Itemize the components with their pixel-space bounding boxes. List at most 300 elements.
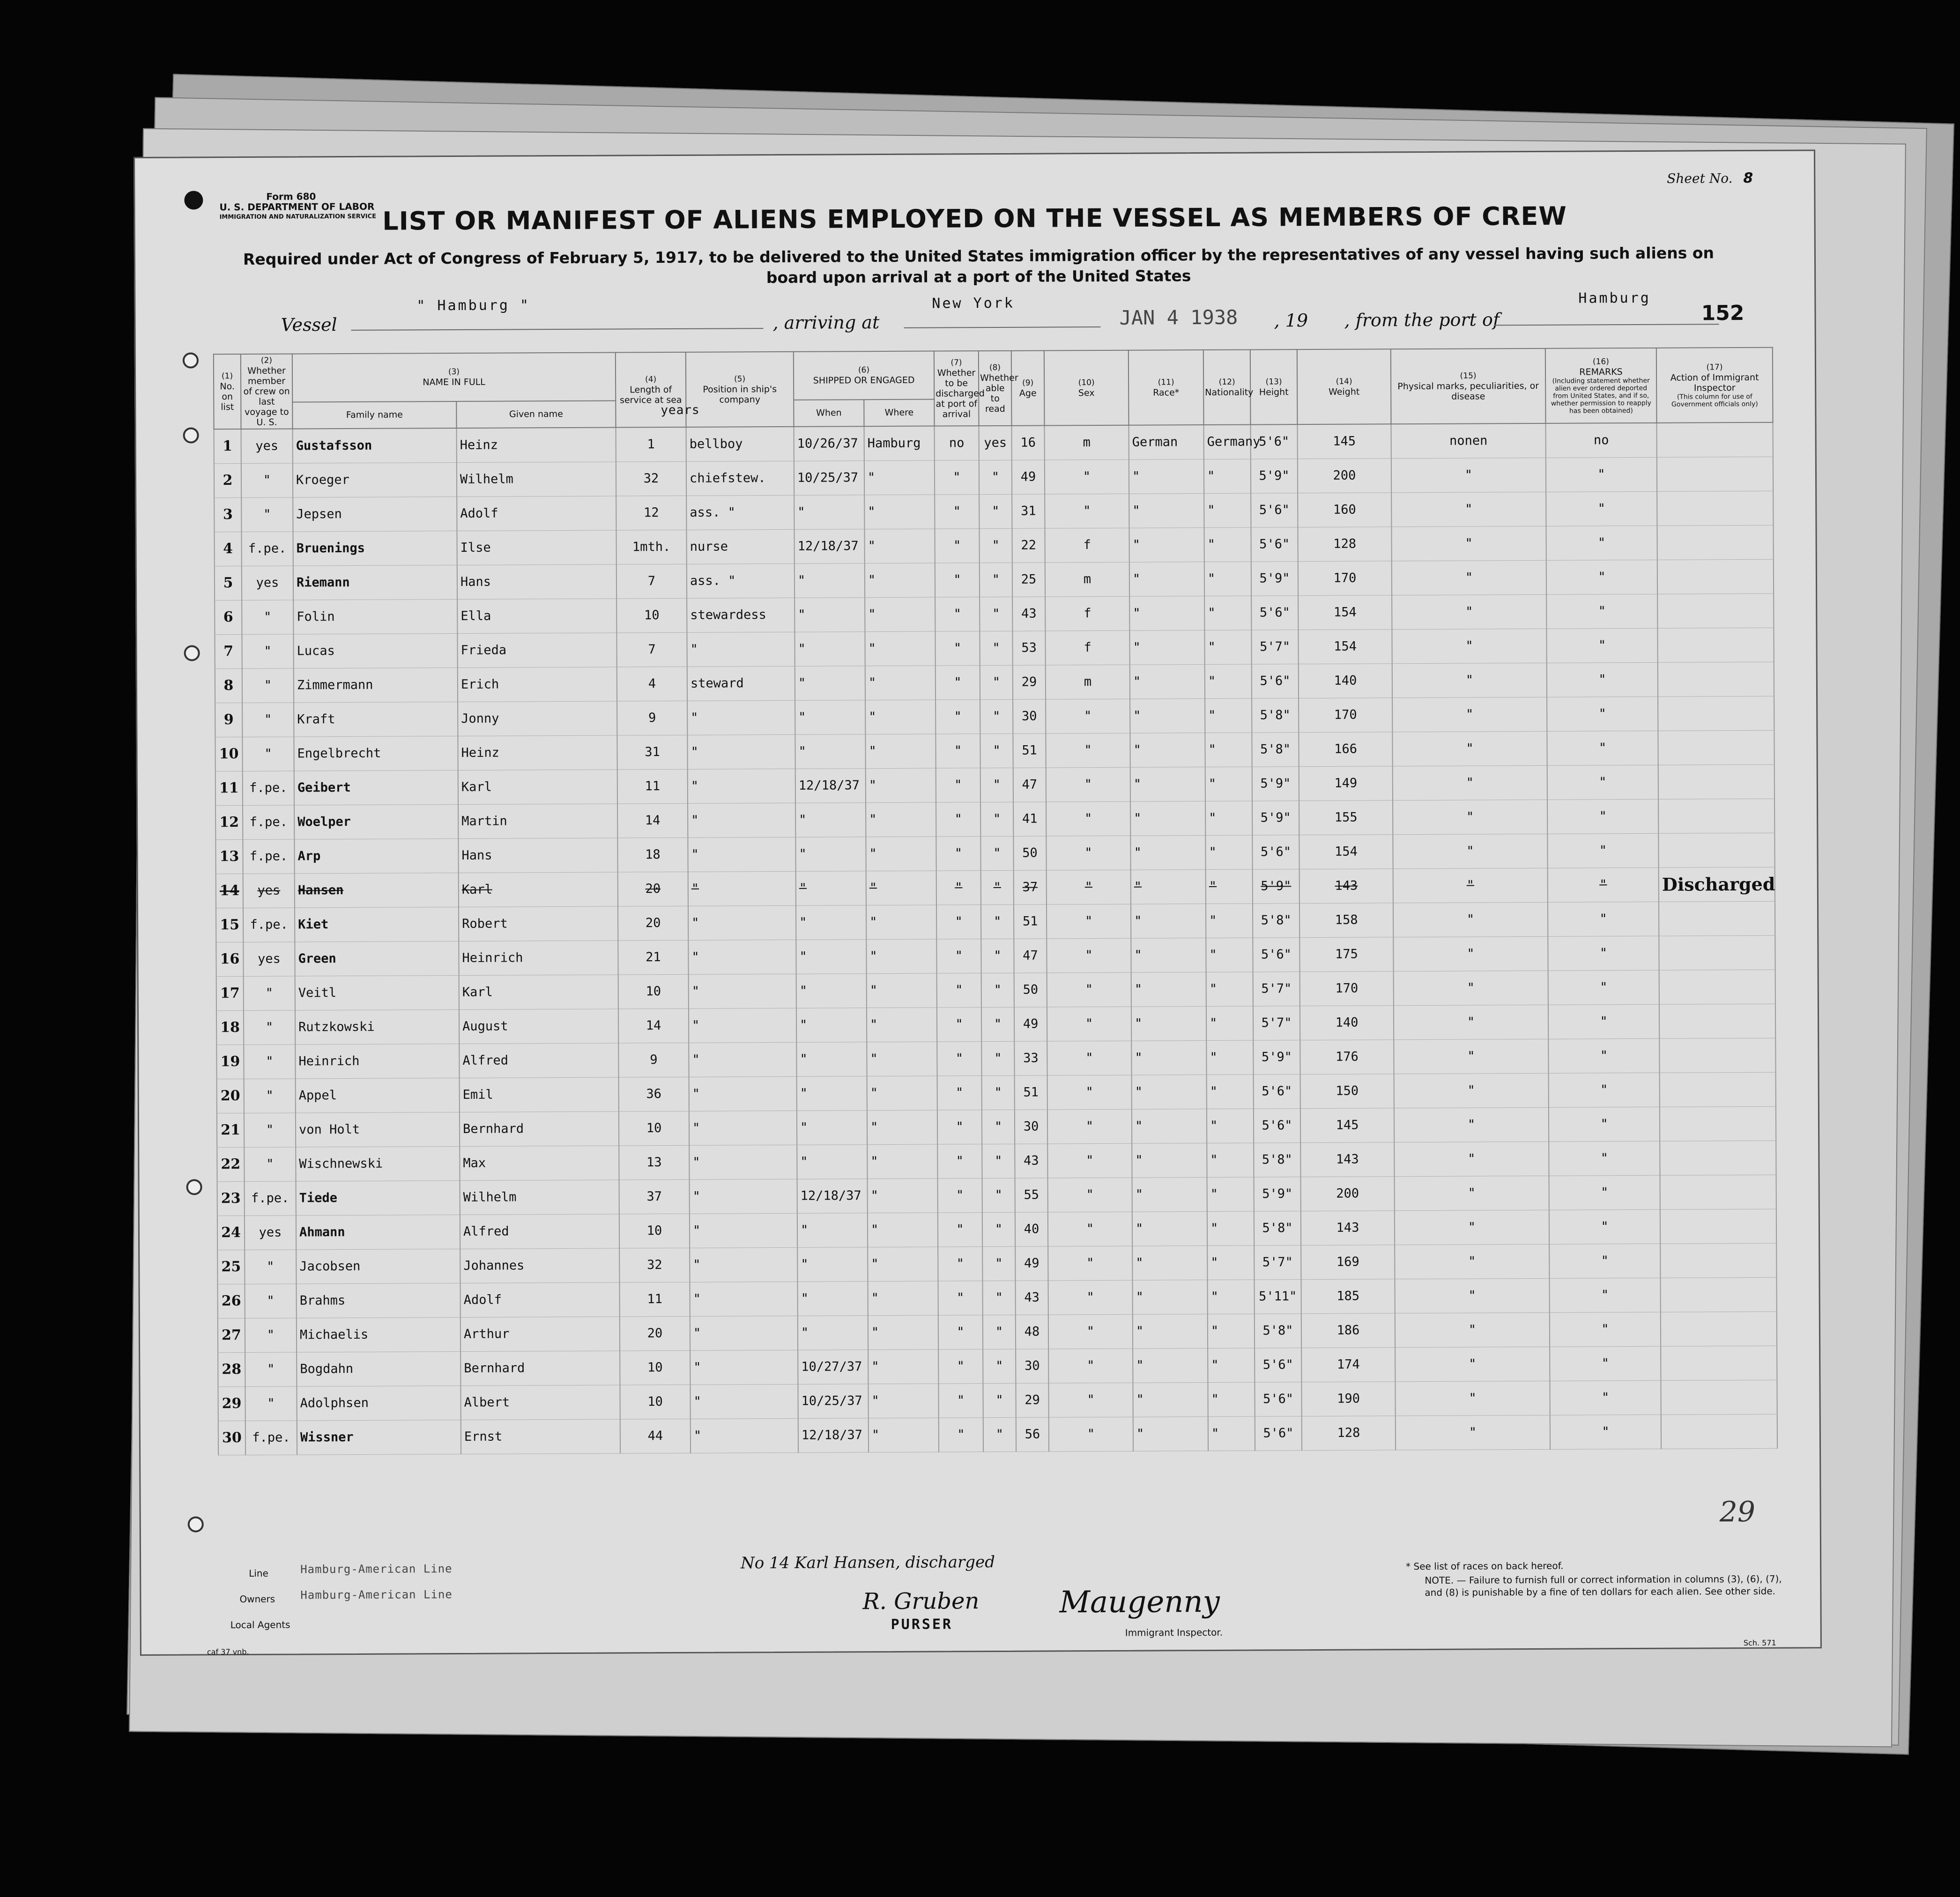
cell-service: 1mth. (616, 530, 687, 564)
cell-crew: yes (245, 1215, 296, 1250)
cell-crew: f.pe. (245, 1421, 297, 1455)
cell-marks: " (1395, 1347, 1550, 1381)
cell-race: " (1131, 1006, 1206, 1041)
cell-where: " (865, 700, 935, 734)
cell-given: Albert (460, 1385, 620, 1419)
cell-crew: f.pe. (241, 532, 293, 566)
cell-position: " (690, 1282, 798, 1316)
cell-no: 12 (215, 805, 243, 839)
cell-remarks: " (1546, 628, 1657, 663)
cell-where: " (865, 631, 935, 666)
cell-where: Hamburg (864, 426, 935, 461)
cell-age: 33 (1014, 1041, 1047, 1075)
cell-family: Engelbrecht (294, 736, 458, 771)
cell-race: " (1131, 972, 1206, 1007)
cell-nationality: " (1204, 527, 1251, 562)
cell-position: " (689, 1008, 796, 1043)
cell-nationality: " (1208, 1348, 1255, 1382)
cell-discharge: " (939, 1417, 983, 1452)
cell-where: " (868, 1281, 938, 1316)
cell-read: " (982, 1110, 1015, 1144)
cell-given: Arthur (460, 1316, 620, 1351)
cell-nationality: " (1207, 1143, 1254, 1177)
cell-no: 18 (216, 1010, 244, 1045)
cell-height: 5'6" (1255, 1416, 1302, 1450)
cell-weight: 140 (1300, 1005, 1394, 1040)
cell-sex: " (1045, 494, 1129, 528)
cell-family: Geibert (294, 770, 458, 805)
punch-hole (184, 645, 200, 661)
cell-read: " (981, 904, 1014, 939)
from-port-label: , from the port of (1344, 309, 1500, 331)
cell-sex: " (1047, 1143, 1132, 1178)
col-header-marks: (15) Physical marks, peculiarities, or disease (1391, 348, 1546, 424)
cell-no: 16 (216, 942, 243, 976)
cell-position: " (689, 974, 796, 1008)
cell-race: " (1132, 1177, 1207, 1212)
cell-race: " (1133, 1416, 1208, 1451)
cell-when: 12/18/37 (797, 1178, 868, 1213)
cell-when: " (796, 871, 866, 905)
cell-sex: " (1047, 938, 1131, 973)
cell-when: " (796, 1008, 867, 1042)
purser-label: PURSER (891, 1616, 953, 1633)
cell-discharge: " (938, 1315, 983, 1349)
cell-weight: 128 (1298, 526, 1392, 561)
cell-nationality: " (1205, 733, 1252, 767)
cell-given: Ilse (457, 530, 616, 565)
cell-position: stewardess (687, 598, 794, 632)
cell-remarks: " (1547, 799, 1658, 834)
cell-crew: f.pe. (243, 805, 294, 839)
cell-crew: yes (242, 566, 293, 600)
cell-when: " (794, 631, 865, 666)
cell-family: Tiede (296, 1180, 460, 1215)
cell-nationality: " (1208, 1280, 1255, 1314)
page-number: 152 (1701, 301, 1745, 326)
cell-race: " (1129, 596, 1204, 630)
cell-position: " (690, 1247, 797, 1282)
cell-race: " (1129, 562, 1204, 596)
cell-where: " (865, 734, 935, 769)
vessel-label: Vessel (281, 314, 337, 335)
cell-age: 47 (1014, 939, 1047, 973)
cell-weight: 128 (1302, 1415, 1396, 1450)
cell-sex: f (1045, 630, 1129, 665)
cell-family: Arp (294, 838, 458, 874)
cell-read: " (980, 597, 1012, 631)
col-header-when: When (794, 400, 864, 427)
cell-age: 51 (1015, 1075, 1047, 1110)
cell-where: " (867, 1008, 937, 1042)
cell-discharge: no (935, 426, 979, 460)
cell-discharge: " (937, 1007, 981, 1041)
cell-read: yes (979, 426, 1012, 460)
cell-sex: " (1046, 733, 1130, 768)
cell-nationality: " (1206, 938, 1253, 972)
cell-service: 44 (620, 1419, 690, 1453)
cell-where: " (866, 871, 936, 905)
cell-sex: f (1045, 528, 1129, 563)
cell-remarks: " (1547, 765, 1658, 800)
cell-action (1658, 730, 1774, 765)
cell-sex: " (1048, 1246, 1132, 1281)
cell-sex: " (1047, 1075, 1132, 1110)
cell-nationality: " (1204, 562, 1251, 596)
cell-discharge: " (937, 973, 981, 1007)
cell-no: 14 (216, 874, 243, 908)
cell-age: 29 (1013, 665, 1046, 699)
page-title: LIST OR MANIFEST OF ALIENS EMPLOYED ON THE VESSEL AS MEMBERS OF CREW (382, 201, 1567, 236)
cell-service: 14 (618, 1008, 689, 1043)
cell-marks: " (1392, 731, 1547, 766)
cell-when: " (795, 666, 865, 700)
cell-sex: m (1046, 665, 1130, 699)
cell-given: Ernst (461, 1419, 620, 1453)
cell-remarks: " (1547, 697, 1658, 731)
cell-discharge: " (935, 665, 980, 699)
cell-height: 5'8" (1252, 732, 1299, 766)
cell-service: 20 (618, 906, 688, 941)
cell-marks: " (1395, 1244, 1549, 1279)
cell-no: 11 (215, 771, 243, 805)
cell-read: " (981, 1041, 1014, 1075)
cell-age: 53 (1012, 631, 1045, 665)
cell-marks: " (1395, 1312, 1550, 1347)
cell-marks: " (1394, 1039, 1548, 1074)
cell-service: 10 (620, 1385, 690, 1419)
cell-service: 9 (617, 701, 687, 735)
cell-discharge: " (936, 768, 980, 802)
cell-action (1660, 1141, 1776, 1175)
cell-weight: 170 (1299, 697, 1392, 732)
cell-height: 5'9" (1251, 561, 1298, 595)
cell-height: 5'6" (1254, 1108, 1300, 1142)
cell-given: Karl (458, 770, 617, 804)
cell-read: " (983, 1383, 1016, 1417)
cell-weight: 155 (1299, 800, 1393, 835)
cell-where: " (868, 1213, 938, 1247)
cell-where: " (866, 905, 936, 940)
cell-read: " (980, 699, 1013, 734)
cell-age: 41 (1013, 802, 1046, 836)
cell-weight: 150 (1300, 1074, 1394, 1108)
form-number: Form 680 (266, 191, 316, 202)
cell-given: Max (460, 1145, 619, 1180)
cell-when: " (797, 1110, 867, 1145)
cell-family: Ahmann (296, 1215, 460, 1250)
cell-race: " (1129, 527, 1204, 562)
cell-race: " (1131, 904, 1206, 938)
cell-crew: " (242, 634, 293, 668)
cell-no: 15 (216, 908, 243, 942)
col-header-weight: (14) Weight (1297, 349, 1391, 424)
cell-remarks: " (1546, 560, 1657, 594)
cell-crew: yes (241, 429, 293, 463)
cell-nationality: " (1207, 1074, 1254, 1109)
cell-weight: 145 (1300, 1108, 1394, 1142)
cell-sex: " (1047, 1041, 1131, 1075)
cell-age: 56 (1016, 1417, 1049, 1452)
cell-race: " (1133, 1382, 1208, 1417)
cell-service: 20 (620, 1316, 690, 1351)
cell-where: " (865, 666, 935, 700)
cell-height: 5'6" (1252, 664, 1299, 698)
cell-given: Erich (458, 667, 617, 702)
cell-position: " (688, 769, 795, 803)
cell-height: 5'6" (1255, 1382, 1301, 1416)
cell-when: " (796, 1042, 867, 1076)
cell-where: " (865, 597, 935, 632)
cell-sex: " (1048, 1212, 1132, 1246)
cell-height: 5'7" (1253, 971, 1300, 1006)
col-header-family-name: Family name (292, 401, 456, 429)
arriving-label: , arriving at (772, 312, 880, 333)
cell-weight: 190 (1301, 1381, 1395, 1416)
cell-where: " (868, 1247, 938, 1282)
cell-action (1659, 901, 1775, 936)
races-note: * See list of races on back hereof. (1406, 1560, 1564, 1572)
cell-nationality: " (1204, 630, 1251, 664)
cell-race: " (1131, 938, 1206, 972)
cell-remarks: " (1548, 1038, 1659, 1073)
cell-remarks: " (1549, 1073, 1660, 1107)
cell-action (1657, 593, 1774, 628)
owners-label: Owners (239, 1593, 275, 1605)
cell-age: 55 (1015, 1178, 1048, 1212)
cell-family: Heinrich (295, 1044, 459, 1079)
cell-race: " (1132, 1074, 1207, 1109)
cell-read: " (979, 494, 1012, 528)
cell-crew: " (241, 497, 293, 532)
cell-sex: m (1045, 425, 1129, 460)
col-header-remarks: (16) REMARKS (Including statement whether alien ever ordered deported from United States, and if so, whether permission to reapply has been obtained) (1545, 348, 1657, 423)
cell-race: " (1130, 767, 1205, 801)
cell-position: " (688, 837, 795, 872)
cell-no: 23 (217, 1181, 245, 1215)
cell-weight: 145 (1298, 424, 1391, 459)
cell-weight: 170 (1298, 561, 1392, 595)
cell-age: 47 (1013, 768, 1046, 802)
cell-family: Jepsen (293, 496, 457, 532)
cell-where: " (864, 529, 935, 563)
cell-sex: " (1048, 1280, 1133, 1315)
cell-action (1661, 1346, 1777, 1380)
cell-given: Wilhelm (457, 462, 616, 496)
cell-marks: " (1396, 1415, 1550, 1450)
cell-remarks: " (1547, 833, 1658, 868)
cell-marks: " (1392, 629, 1546, 663)
cell-read: " (980, 734, 1013, 768)
cell-given: Bernhard (460, 1350, 620, 1385)
cell-service: 32 (619, 1248, 690, 1282)
cell-action (1661, 1380, 1777, 1415)
cell-discharge: " (935, 734, 980, 768)
cell-weight: 140 (1299, 663, 1392, 698)
cell-no: 6 (215, 600, 242, 634)
cell-remarks: " (1550, 1415, 1661, 1449)
cell-height: 5'9" (1254, 1177, 1301, 1211)
cell-age: 51 (1014, 904, 1047, 939)
cell-read: " (980, 528, 1012, 563)
cell-given: August (459, 1009, 618, 1044)
cell-given: Hans (458, 838, 617, 873)
crew-manifest-table (213, 347, 1778, 1455)
cell-service: 18 (617, 837, 688, 872)
cell-height: 5'8" (1254, 1211, 1301, 1245)
cell-family: Wissner (297, 1420, 461, 1455)
cell-crew: " (245, 1386, 297, 1421)
cell-discharge: " (935, 563, 980, 597)
cell-marks: " (1393, 868, 1548, 903)
cell-weight: 185 (1301, 1279, 1395, 1313)
cell-service: 11 (620, 1282, 690, 1317)
cell-service: 10 (618, 974, 689, 1009)
cell-crew: " (244, 1045, 295, 1079)
cell-where: " (869, 1418, 939, 1452)
cell-crew: " (244, 1147, 296, 1181)
cell-discharge: " (935, 631, 980, 665)
cell-action (1660, 1209, 1776, 1244)
cell-discharge: " (935, 528, 980, 563)
cell-remarks: " (1549, 1107, 1660, 1141)
cell-family: Kroeger (293, 462, 457, 497)
cell-family: Kraft (294, 702, 458, 737)
manifest-sheet (134, 149, 1822, 1656)
cell-given: Robert (459, 906, 618, 941)
cell-discharge: " (936, 836, 980, 870)
cell-position: " (689, 1145, 797, 1179)
cell-given: Adolf (457, 496, 616, 531)
cell-when: 12/18/37 (798, 1418, 869, 1452)
cell-remarks: " (1550, 1346, 1661, 1381)
cell-height: 5'7" (1253, 1006, 1300, 1040)
cell-family: Woelper (294, 804, 458, 839)
cell-read: " (979, 460, 1012, 494)
cell-nationality: " (1206, 904, 1253, 938)
cell-discharge: " (936, 870, 981, 904)
schedule-number: Sch. 571 (1743, 1638, 1776, 1648)
cell-height: 5'8" (1253, 903, 1299, 937)
page-subtitle: Required under Act of Congress of February 5, 1917, to be delivered to the United States immigration officer by the representatives of any vessel having such aliens on board upon arrival at a port of the United States (243, 244, 1715, 287)
cell-position: chiefstew. (686, 461, 794, 496)
cell-where: " (868, 1315, 938, 1350)
cell-crew: " (241, 463, 293, 497)
cell-age: 30 (1015, 1110, 1047, 1144)
cell-nationality: " (1207, 1177, 1254, 1211)
cell-crew: " (245, 1284, 297, 1318)
cell-race: " (1130, 698, 1205, 733)
cell-read: " (983, 1315, 1016, 1349)
cell-service: 9 (618, 1043, 689, 1077)
cell-given: Frieda (457, 633, 616, 667)
cell-no: 28 (218, 1352, 245, 1386)
cell-family: Green (295, 941, 459, 976)
cell-sex: " (1047, 972, 1131, 1007)
cell-crew: " (244, 1113, 296, 1147)
cell-nationality: " (1205, 801, 1252, 835)
cell-sex: " (1047, 1109, 1132, 1144)
col-header-crew: (2) Whether member of crew on last voyage to U. S. (241, 354, 293, 429)
cell-weight: 154 (1299, 834, 1393, 869)
cell-service: 14 (617, 803, 688, 838)
cell-where: " (864, 495, 935, 529)
cell-weight: 169 (1301, 1245, 1395, 1279)
cell-position: " (689, 1076, 797, 1111)
cell-age: 49 (1012, 460, 1045, 494)
cell-service: 1 (616, 427, 686, 462)
cell-no: 4 (214, 532, 241, 566)
cell-given: Martin (458, 804, 617, 838)
cell-family: Gustafsson (293, 428, 457, 463)
cell-discharge: " (935, 494, 979, 528)
cell-action (1658, 696, 1774, 731)
cell-marks: " (1392, 697, 1547, 732)
col-header-no: (1) No. on list (214, 354, 241, 429)
cell-when: " (795, 802, 866, 837)
cell-sex: " (1047, 870, 1131, 904)
cell-read: " (981, 939, 1014, 973)
inspector-signature: Maugenny (1059, 1584, 1220, 1620)
cell-remarks: " (1546, 594, 1657, 629)
cell-race: " (1132, 1211, 1207, 1246)
cell-height: 5'7" (1251, 630, 1298, 664)
cell-given: Jonny (458, 701, 617, 736)
col-header-age: (9) Age (1011, 351, 1045, 426)
cell-read: " (981, 973, 1014, 1007)
cell-marks: " (1394, 1073, 1549, 1108)
cell-remarks: " (1547, 662, 1658, 697)
cell-nationality: " (1206, 1040, 1253, 1074)
cell-given: Emil (460, 1077, 619, 1112)
cell-sex: " (1048, 1349, 1133, 1383)
cell-no: 7 (215, 634, 242, 668)
cell-read: " (982, 1178, 1015, 1212)
cell-crew: " (242, 600, 293, 634)
cell-remarks: " (1549, 1175, 1660, 1210)
cell-when: " (795, 734, 865, 769)
cell-no: 19 (216, 1045, 244, 1079)
cell-service: 37 (619, 1179, 690, 1214)
inspector-label: Immigrant Inspector. (1125, 1626, 1223, 1638)
cell-read: " (982, 1075, 1015, 1110)
cell-discharge: " (938, 1383, 983, 1417)
cell-read: " (980, 768, 1013, 802)
cell-when: " (796, 973, 867, 1008)
cell-service: 36 (619, 1077, 689, 1112)
col-header-height: (13) Height (1250, 349, 1298, 424)
cell-family: von Holt (296, 1112, 460, 1147)
date-stamp: JAN 4 1938 (1119, 305, 1238, 329)
sheet-label: Sheet No. (1667, 170, 1733, 186)
cell-discharge: " (937, 1144, 982, 1178)
cell-weight: 166 (1299, 732, 1392, 766)
cell-remarks: " (1550, 1380, 1661, 1415)
cell-age: 49 (1015, 1246, 1048, 1281)
cell-position: " (690, 1316, 798, 1350)
cell-marks: " (1393, 834, 1547, 868)
cell-position: " (690, 1350, 798, 1385)
cell-when: 10/25/37 (794, 460, 864, 495)
cell-action (1657, 525, 1773, 560)
cell-age: 48 (1016, 1315, 1048, 1349)
cell-sex: " (1048, 1383, 1133, 1417)
cell-age: 43 (1015, 1144, 1047, 1178)
cell-crew: " (242, 703, 294, 737)
cell-action (1660, 1243, 1776, 1278)
department-name: U. S. DEPARTMENT OF LABOR (219, 200, 375, 213)
cell-remarks: " (1548, 936, 1659, 971)
